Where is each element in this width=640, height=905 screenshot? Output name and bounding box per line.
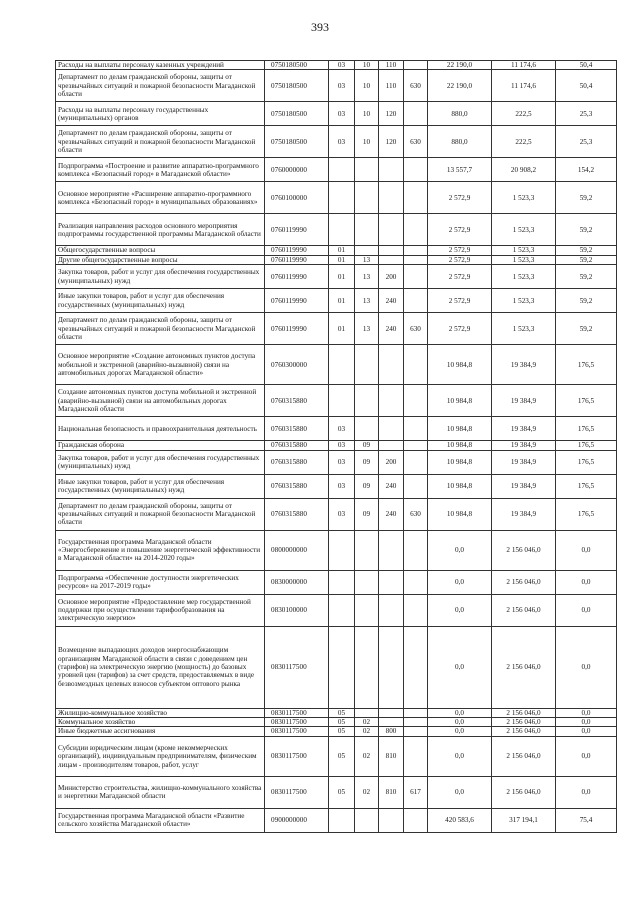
- row-percent: 176,5: [556, 417, 617, 441]
- row-value-fact: 2 156 046,0: [492, 727, 556, 736]
- table-row: [56, 417, 617, 441]
- row-value-fact: 20 908,2: [492, 158, 556, 182]
- row-percent: 0,0: [556, 594, 617, 626]
- row-section: 05: [329, 727, 355, 736]
- row-percent: 59,2: [556, 246, 617, 255]
- row-subsection: 09: [355, 441, 379, 450]
- row-admin-code: [404, 255, 428, 264]
- row-admin-code: [404, 417, 428, 441]
- row-name: Основное мероприятие «Расширение аппаратно-программного комплекса «Безопасный город» в муниципальных образованиях»: [56, 182, 265, 214]
- row-value-plan: 420 583,6: [428, 808, 492, 832]
- row-name: Государственная программа Магаданской области «Энергосбережение и повышение энергетической эффективности в Магаданской области» на 2014-2020 годы»: [56, 530, 265, 570]
- row-value-fact: 2 156 046,0: [492, 736, 556, 776]
- row-section: 03: [329, 102, 355, 126]
- row-expense-type: [379, 255, 404, 264]
- row-section: 03: [329, 498, 355, 530]
- row-value-fact: 11 174,6: [492, 61, 556, 70]
- row-value-fact: 1 523,3: [492, 255, 556, 264]
- row-percent: 176,5: [556, 498, 617, 530]
- row-admin-code: [404, 736, 428, 776]
- row-percent: 0,0: [556, 727, 617, 736]
- row-subsection: 02: [355, 727, 379, 736]
- row-subsection: 02: [355, 736, 379, 776]
- row-admin-code: [404, 450, 428, 474]
- row-section: 05: [329, 708, 355, 717]
- row-value-plan: 10 984,8: [428, 474, 492, 498]
- row-code: 0830117500: [265, 736, 329, 776]
- row-percent: 75,4: [556, 808, 617, 832]
- row-section: [329, 158, 355, 182]
- table-row: [56, 708, 617, 717]
- row-code: 0830117500: [265, 727, 329, 736]
- row-admin-code: [404, 727, 428, 736]
- row-code: 0750180500: [265, 61, 329, 70]
- row-expense-type: [379, 158, 404, 182]
- row-value-fact: 11 174,6: [492, 70, 556, 102]
- row-expense-type: 110: [379, 70, 404, 102]
- row-admin-code: [404, 246, 428, 255]
- row-percent: 154,2: [556, 158, 617, 182]
- row-subsection: [355, 214, 379, 246]
- row-value-plan: 880,0: [428, 126, 492, 158]
- row-value-plan: 2 572,9: [428, 289, 492, 313]
- row-name: Основное мероприятие «Создание автономных пунктов доступа мобильной и экстренной (аварийно-вызывной) связи на автомобильных дорогах Магаданской области»: [56, 345, 265, 385]
- row-admin-code: [404, 61, 428, 70]
- row-section: 01: [329, 265, 355, 289]
- row-percent: 59,2: [556, 289, 617, 313]
- row-subsection: [355, 345, 379, 385]
- row-subsection: 10: [355, 126, 379, 158]
- row-code: 0900000000: [265, 808, 329, 832]
- row-value-fact: 19 384,9: [492, 385, 556, 417]
- row-section: 05: [329, 718, 355, 727]
- row-expense-type: [379, 530, 404, 570]
- row-section: 03: [329, 441, 355, 450]
- row-code: 0830000000: [265, 570, 329, 594]
- row-code: 0760315880: [265, 441, 329, 450]
- table-row: [56, 70, 617, 102]
- table-row: [56, 450, 617, 474]
- row-name: Общегосударственные вопросы: [56, 246, 265, 255]
- row-value-fact: 19 384,9: [492, 345, 556, 385]
- row-subsection: [355, 417, 379, 441]
- row-value-plan: 2 572,9: [428, 313, 492, 345]
- row-code: 0750180500: [265, 126, 329, 158]
- table-row: [56, 313, 617, 345]
- row-expense-type: 810: [379, 736, 404, 776]
- row-name: Министерство строительства, жилищно-коммунального хозяйства и энергетики Магаданской области: [56, 776, 265, 808]
- row-name: Реализация направления расходов основного мероприятия подпрограммы государственной программы Магаданской области: [56, 214, 265, 246]
- row-expense-type: 200: [379, 450, 404, 474]
- table-row: [56, 530, 617, 570]
- row-subsection: [355, 246, 379, 255]
- row-value-plan: 0,0: [428, 530, 492, 570]
- row-subsection: [355, 385, 379, 417]
- row-section: [329, 594, 355, 626]
- row-name: Закупка товаров, работ и услуг для обеспечения государственных (муниципальных) нужд: [56, 265, 265, 289]
- row-admin-code: [404, 594, 428, 626]
- row-section: [329, 385, 355, 417]
- row-admin-code: [404, 214, 428, 246]
- table-row: [56, 385, 617, 417]
- row-name: Возмещение выпадающих доходов энергоснабжающим организациям Магаданской области в связи с доведением цен (тарифов) на электрическую энергию (мощность) до базовых уровней цен (тарифов) за счет средств, предоставляемых в виде безвозмездных целевых взносов субъектом оптового рынка: [56, 626, 265, 708]
- row-value-plan: 2 572,9: [428, 246, 492, 255]
- table-row: [56, 102, 617, 126]
- row-admin-code: [404, 102, 428, 126]
- row-admin-code: [404, 530, 428, 570]
- row-section: [329, 530, 355, 570]
- row-admin-code: [404, 158, 428, 182]
- row-value-plan: 10 984,8: [428, 450, 492, 474]
- row-value-fact: 1 523,3: [492, 265, 556, 289]
- row-value-fact: 19 384,9: [492, 498, 556, 530]
- row-name: Департамент по делам гражданской обороны, защиты от чрезвычайных ситуаций и пожарной безопасности Магаданской области: [56, 126, 265, 158]
- row-admin-code: 630: [404, 498, 428, 530]
- row-value-fact: 19 384,9: [492, 417, 556, 441]
- row-code: 0760315880: [265, 474, 329, 498]
- row-expense-type: 240: [379, 313, 404, 345]
- row-code: 0760119990: [265, 246, 329, 255]
- row-admin-code: [404, 474, 428, 498]
- row-expense-type: 240: [379, 289, 404, 313]
- row-value-fact: 222,5: [492, 102, 556, 126]
- row-value-fact: 1 523,3: [492, 182, 556, 214]
- table-row: [56, 61, 617, 70]
- row-code: 0760119990: [265, 214, 329, 246]
- row-section: 03: [329, 61, 355, 70]
- row-name: Иные бюджетные ассигнования: [56, 727, 265, 736]
- row-expense-type: [379, 570, 404, 594]
- row-percent: 59,2: [556, 313, 617, 345]
- row-code: 0760119990: [265, 265, 329, 289]
- row-code: 0750180500: [265, 102, 329, 126]
- row-value-plan: 2 572,9: [428, 214, 492, 246]
- row-percent: 50,4: [556, 70, 617, 102]
- row-subsection: 10: [355, 61, 379, 70]
- row-percent: 59,2: [556, 214, 617, 246]
- row-expense-type: 240: [379, 474, 404, 498]
- row-admin-code: 617: [404, 776, 428, 808]
- row-value-fact: 2 156 046,0: [492, 776, 556, 808]
- row-subsection: 13: [355, 255, 379, 264]
- row-value-plan: 2 572,9: [428, 255, 492, 264]
- row-expense-type: 110: [379, 61, 404, 70]
- row-value-plan: 10 984,8: [428, 441, 492, 450]
- row-name: Государственная программа Магаданской области «Развитие сельского хозяйства Магаданской области»: [56, 808, 265, 832]
- row-subsection: [355, 570, 379, 594]
- row-section: [329, 808, 355, 832]
- row-subsection: [355, 182, 379, 214]
- row-subsection: [355, 158, 379, 182]
- row-admin-code: [404, 708, 428, 717]
- row-value-fact: 1 523,3: [492, 246, 556, 255]
- row-admin-code: [404, 626, 428, 708]
- row-admin-code: [404, 570, 428, 594]
- row-expense-type: [379, 246, 404, 255]
- row-percent: 59,2: [556, 265, 617, 289]
- row-percent: 0,0: [556, 718, 617, 727]
- row-admin-code: [404, 808, 428, 832]
- row-code: 0750180500: [265, 70, 329, 102]
- row-admin-code: 630: [404, 313, 428, 345]
- row-section: [329, 345, 355, 385]
- row-section: 03: [329, 126, 355, 158]
- row-expense-type: [379, 718, 404, 727]
- row-subsection: [355, 594, 379, 626]
- row-name: Департамент по делам гражданской обороны, защиты от чрезвычайных ситуаций и пожарной безопасности Магаданской области: [56, 313, 265, 345]
- row-percent: 176,5: [556, 474, 617, 498]
- row-admin-code: 630: [404, 126, 428, 158]
- row-code: 0760315880: [265, 385, 329, 417]
- row-value-plan: 0,0: [428, 736, 492, 776]
- budget-table: [55, 60, 617, 833]
- row-value-plan: 10 984,8: [428, 345, 492, 385]
- row-value-plan: 0,0: [428, 708, 492, 717]
- row-percent: 0,0: [556, 530, 617, 570]
- row-value-fact: 1 523,3: [492, 214, 556, 246]
- row-code: 0830117500: [265, 776, 329, 808]
- table-row: [56, 214, 617, 246]
- row-subsection: 10: [355, 102, 379, 126]
- row-code: 0760119990: [265, 313, 329, 345]
- row-value-fact: 222,5: [492, 126, 556, 158]
- row-section: 05: [329, 776, 355, 808]
- row-subsection: 13: [355, 313, 379, 345]
- row-code: 0800000000: [265, 530, 329, 570]
- table-row: [56, 594, 617, 626]
- row-section: [329, 626, 355, 708]
- row-percent: 176,5: [556, 345, 617, 385]
- row-percent: 0,0: [556, 626, 617, 708]
- row-name: Национальная безопасность и правоохранительная деятельность: [56, 417, 265, 441]
- row-expense-type: [379, 708, 404, 717]
- row-name: Департамент по делам гражданской обороны, защиты от чрезвычайных ситуаций и пожарной безопасности Магаданской области: [56, 498, 265, 530]
- row-percent: 0,0: [556, 708, 617, 717]
- row-subsection: 09: [355, 498, 379, 530]
- row-percent: 59,2: [556, 255, 617, 264]
- row-percent: 0,0: [556, 776, 617, 808]
- row-name: Субсидии юридическим лицам (кроме некоммерческих организаций), индивидуальным предпринимателям, физическим лицам - производителям товаров, работ, услуг: [56, 736, 265, 776]
- row-value-fact: 19 384,9: [492, 441, 556, 450]
- row-code: 0760315880: [265, 417, 329, 441]
- row-value-fact: 19 384,9: [492, 450, 556, 474]
- row-percent: 25,3: [556, 102, 617, 126]
- row-code: 0830117500: [265, 718, 329, 727]
- row-value-plan: 0,0: [428, 776, 492, 808]
- row-percent: 50,4: [556, 61, 617, 70]
- row-percent: 59,2: [556, 182, 617, 214]
- row-value-plan: 0,0: [428, 570, 492, 594]
- row-expense-type: 810: [379, 776, 404, 808]
- table-row: [56, 736, 617, 776]
- row-value-plan: 0,0: [428, 718, 492, 727]
- row-section: 05: [329, 736, 355, 776]
- row-expense-type: [379, 214, 404, 246]
- row-value-plan: 0,0: [428, 594, 492, 626]
- row-admin-code: [404, 289, 428, 313]
- row-value-plan: 880,0: [428, 102, 492, 126]
- row-percent: 176,5: [556, 441, 617, 450]
- row-code: 0830117500: [265, 626, 329, 708]
- row-name: Иные закупки товаров, работ и услуг для обеспечения государственных (муниципальных) нужд: [56, 474, 265, 498]
- row-subsection: 02: [355, 776, 379, 808]
- row-section: 03: [329, 474, 355, 498]
- row-subsection: 02: [355, 718, 379, 727]
- table-row: [56, 808, 617, 832]
- row-section: 01: [329, 289, 355, 313]
- row-expense-type: [379, 594, 404, 626]
- row-code: 0760000000: [265, 158, 329, 182]
- row-name: Подпрограмма «Построение и развитие аппаратно-программного комплекса «Безопасный город» в Магаданской области»: [56, 158, 265, 182]
- row-name: Подпрограмма «Обеспечение доступности энергетических ресурсов» на 2017-2019 годы»: [56, 570, 265, 594]
- row-expense-type: 120: [379, 102, 404, 126]
- table-row: [56, 246, 617, 255]
- row-name: Коммунальное хозяйство: [56, 718, 265, 727]
- table-row: [56, 265, 617, 289]
- table-row: [56, 570, 617, 594]
- row-subsection: [355, 626, 379, 708]
- row-expense-type: 200: [379, 265, 404, 289]
- table-row: [56, 158, 617, 182]
- row-code: 0760119990: [265, 289, 329, 313]
- table-body: [56, 61, 617, 833]
- row-value-fact: 2 156 046,0: [492, 594, 556, 626]
- row-code: 0760119990: [265, 255, 329, 264]
- row-name: Департамент по делам гражданской обороны, защиты от чрезвычайных ситуаций и пожарной безопасности Магаданской области: [56, 70, 265, 102]
- row-code: 0760315880: [265, 498, 329, 530]
- row-percent: 0,0: [556, 736, 617, 776]
- row-section: 03: [329, 417, 355, 441]
- row-section: 03: [329, 70, 355, 102]
- row-value-plan: 10 984,8: [428, 498, 492, 530]
- row-name: Расходы на выплаты персоналу казенных учреждений: [56, 61, 265, 70]
- row-code: 0760300000: [265, 345, 329, 385]
- row-expense-type: [379, 417, 404, 441]
- row-value-plan: 2 572,9: [428, 265, 492, 289]
- row-expense-type: [379, 182, 404, 214]
- row-expense-type: 120: [379, 126, 404, 158]
- row-percent: 0,0: [556, 570, 617, 594]
- row-admin-code: [404, 345, 428, 385]
- row-name: Другие общегосударственные вопросы: [56, 255, 265, 264]
- row-name: Основное мероприятие «Предоставление мер государственной поддержки при осуществлении тарифообразования на электрическую энергию»: [56, 594, 265, 626]
- row-code: 0830100000: [265, 594, 329, 626]
- row-admin-code: [404, 265, 428, 289]
- row-section: 03: [329, 450, 355, 474]
- row-code: 0760100000: [265, 182, 329, 214]
- row-value-fact: 2 156 046,0: [492, 570, 556, 594]
- row-admin-code: [404, 718, 428, 727]
- row-code: 0830117500: [265, 708, 329, 717]
- row-value-plan: 0,0: [428, 626, 492, 708]
- row-value-plan: 10 984,8: [428, 385, 492, 417]
- table-row: [56, 126, 617, 158]
- page-number: 393: [311, 20, 329, 34]
- row-subsection: 09: [355, 450, 379, 474]
- table-row: [56, 345, 617, 385]
- row-value-plan: 10 984,8: [428, 417, 492, 441]
- row-expense-type: [379, 808, 404, 832]
- row-expense-type: 800: [379, 727, 404, 736]
- row-expense-type: 240: [379, 498, 404, 530]
- row-name: Закупка товаров, работ и услуг для обеспечения государственных (муниципальных) нужд: [56, 450, 265, 474]
- row-expense-type: [379, 626, 404, 708]
- row-subsection: [355, 708, 379, 717]
- row-admin-code: 630: [404, 70, 428, 102]
- row-percent: 176,5: [556, 450, 617, 474]
- table-row: [56, 474, 617, 498]
- row-subsection: 13: [355, 265, 379, 289]
- row-section: [329, 570, 355, 594]
- row-value-fact: 2 156 046,0: [492, 626, 556, 708]
- table-row: [56, 626, 617, 708]
- row-name: Расходы на выплаты персоналу государственных (муниципальных) органов: [56, 102, 265, 126]
- table-row: [56, 289, 617, 313]
- table-row: [56, 727, 617, 736]
- row-admin-code: [404, 441, 428, 450]
- row-value-fact: 2 156 046,0: [492, 530, 556, 570]
- row-value-plan: 22 190,0: [428, 61, 492, 70]
- row-admin-code: [404, 182, 428, 214]
- row-value-fact: 19 384,9: [492, 474, 556, 498]
- row-subsection: 10: [355, 70, 379, 102]
- row-percent: 25,3: [556, 126, 617, 158]
- row-section: [329, 214, 355, 246]
- row-section: [329, 182, 355, 214]
- row-subsection: [355, 808, 379, 832]
- row-name: Иные закупки товаров, работ и услуг для обеспечения государственных (муниципальных) нужд: [56, 289, 265, 313]
- row-percent: 176,5: [556, 385, 617, 417]
- table-row: [56, 776, 617, 808]
- row-value-fact: 1 523,3: [492, 313, 556, 345]
- row-value-plan: 13 557,7: [428, 158, 492, 182]
- row-expense-type: [379, 441, 404, 450]
- row-section: 01: [329, 313, 355, 345]
- row-section: 01: [329, 255, 355, 264]
- row-value-plan: 0,0: [428, 727, 492, 736]
- row-value-plan: 22 190,0: [428, 70, 492, 102]
- row-value-plan: 2 572,9: [428, 182, 492, 214]
- row-admin-code: [404, 385, 428, 417]
- row-expense-type: [379, 385, 404, 417]
- row-value-fact: 1 523,3: [492, 289, 556, 313]
- row-name: Создание автономных пунктов доступа мобильной и экстренной (аварийно-вызывной) связи на автомобильных дорогах Магаданской области: [56, 385, 265, 417]
- row-subsection: 13: [355, 289, 379, 313]
- row-name: Жилищно-коммунальное хозяйство: [56, 708, 265, 717]
- row-value-fact: 317 194,1: [492, 808, 556, 832]
- row-subsection: 09: [355, 474, 379, 498]
- row-value-fact: 2 156 046,0: [492, 708, 556, 717]
- table-row: [56, 498, 617, 530]
- row-name: Гражданская оборона: [56, 441, 265, 450]
- row-subsection: [355, 530, 379, 570]
- table-row: [56, 441, 617, 450]
- table-row: [56, 255, 617, 264]
- row-code: 0760315880: [265, 450, 329, 474]
- table-row: [56, 718, 617, 727]
- row-value-fact: 2 156 046,0: [492, 718, 556, 727]
- table-row: [56, 182, 617, 214]
- row-expense-type: [379, 345, 404, 385]
- row-section: 01: [329, 246, 355, 255]
